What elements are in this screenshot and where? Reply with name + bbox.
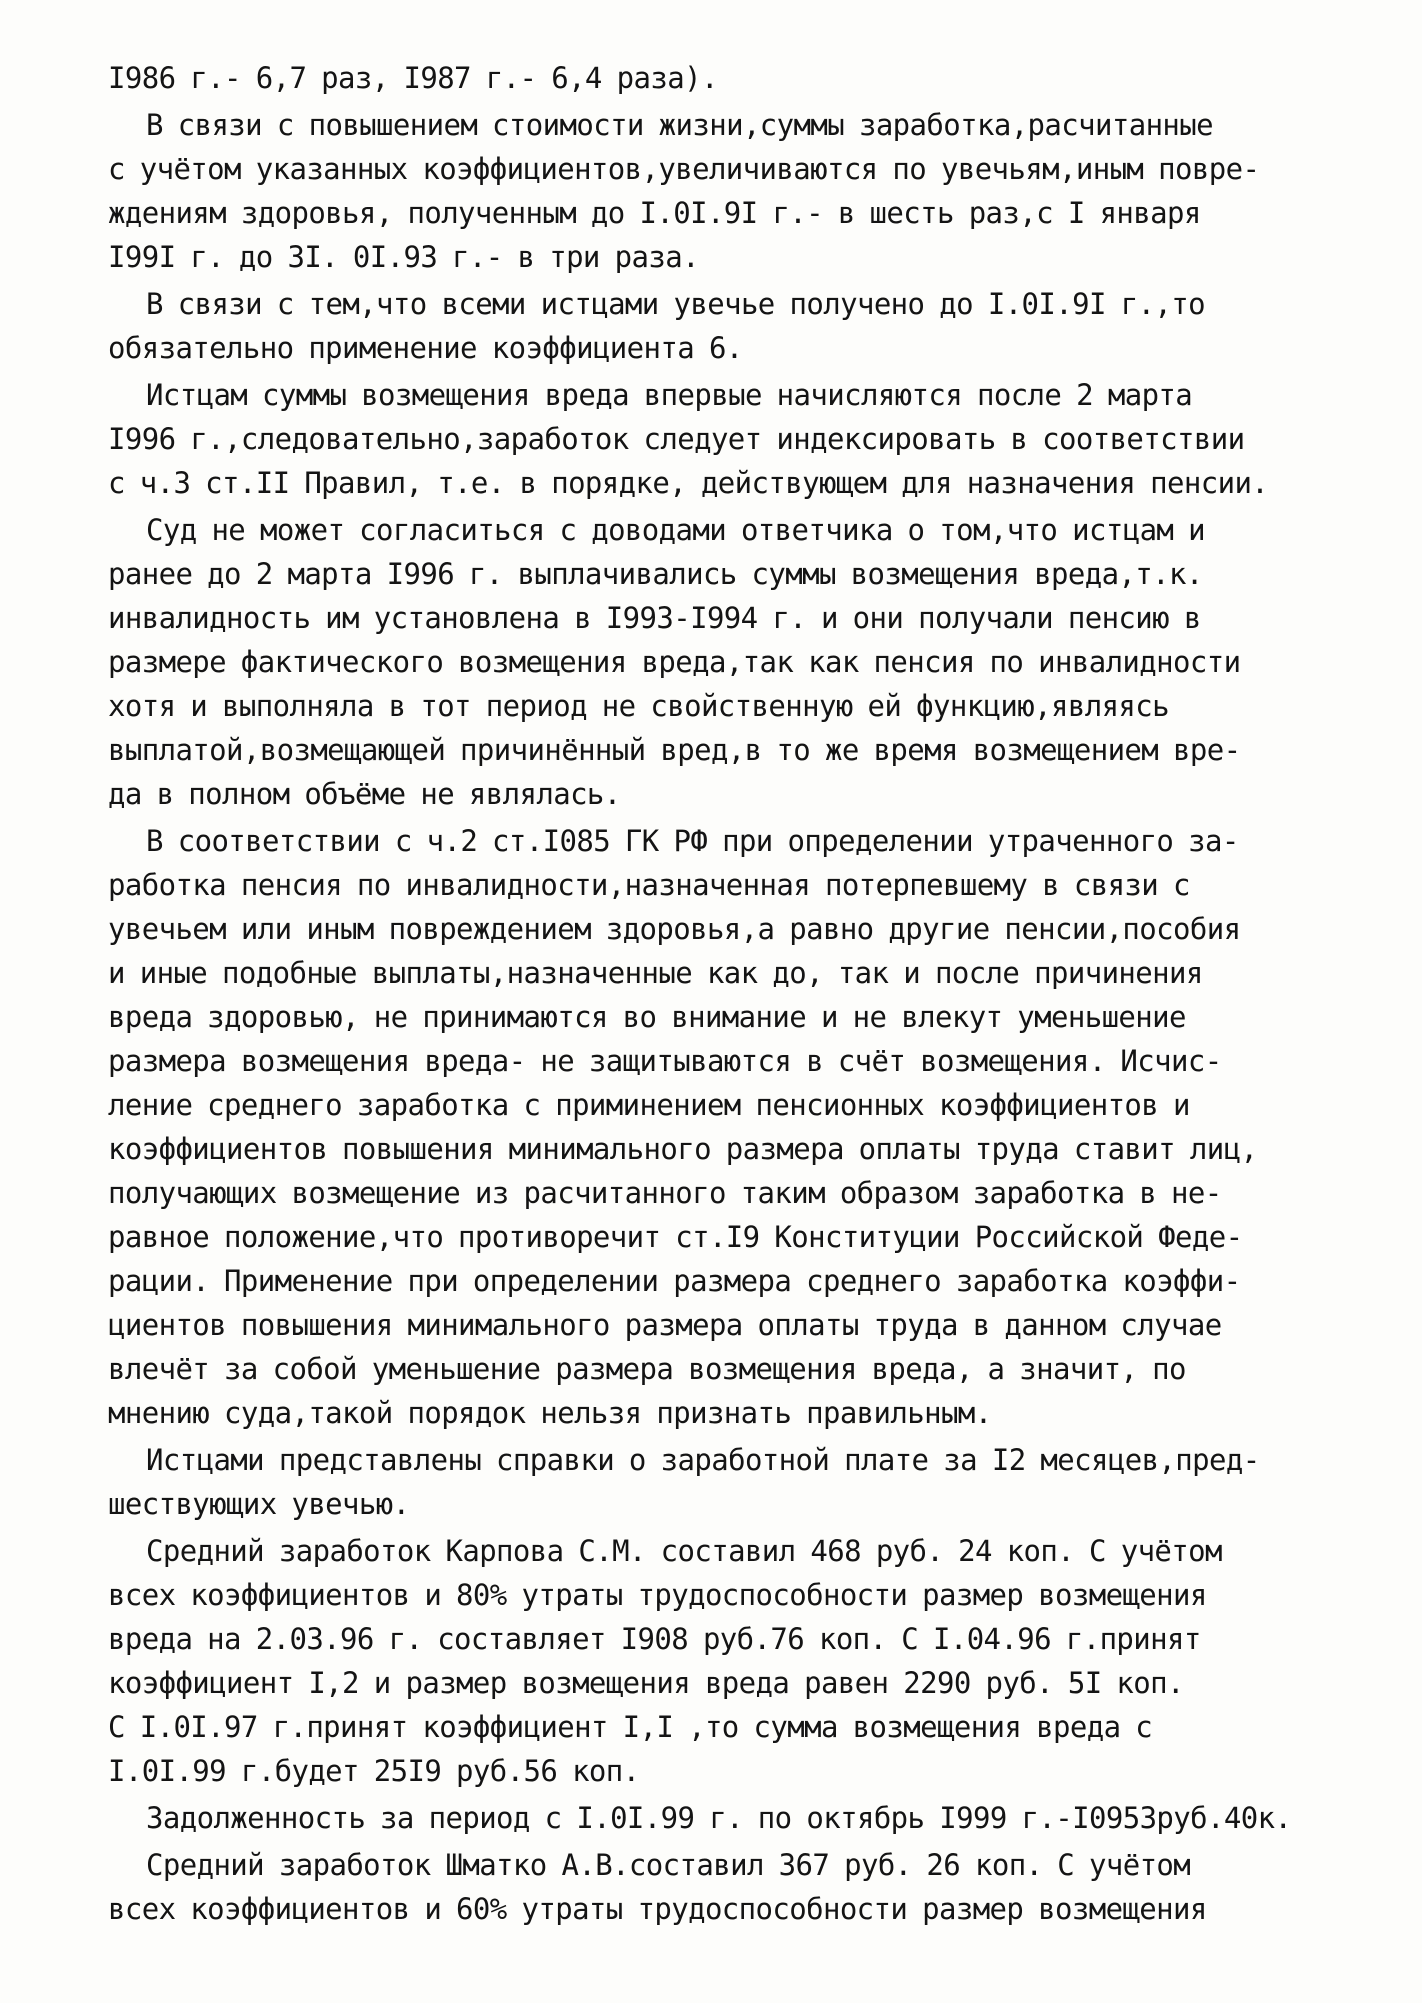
text-line: циентов повышения минимального размера оплаты труда в данном случае xyxy=(108,1308,1222,1342)
document-body xyxy=(108,56,1398,1931)
paragraph xyxy=(108,819,1398,1435)
text-line: влечёт за собой уменьшение размера возмещения вреда, а значит, по xyxy=(108,1352,1186,1386)
text-line: работка пенсия по инвалидности,назначенная потерпевшему в связи с xyxy=(108,868,1190,902)
text-line: Истцам суммы возмещения вреда впервые начисляются после 2 марта xyxy=(146,378,1193,412)
text-line: вреда на 2.03.96 г. составляет I908 руб.76 коп. С I.04.96 г.принят xyxy=(108,1622,1201,1656)
text-line: да в полном объёме не являлась. xyxy=(108,777,621,811)
text-line: В соответствии с ч.2 ст.I085 ГК РФ при определении утраченного за- xyxy=(146,824,1239,858)
text-line: I986 г.- 6,7 раз, I987 г.- 6,4 раза). xyxy=(108,61,718,95)
paragraph xyxy=(108,103,1398,279)
text-line: с ч.3 ст.II Правил, т.е. в порядке, действующем для назначения пенсии. xyxy=(108,466,1269,500)
text-line: выплатой,возмещающей причинённый вред,в то же время возмещением вре- xyxy=(108,733,1241,767)
paragraph xyxy=(108,1796,1398,1840)
text-line: Средний заработок Карпова С.М. составил 468 руб. 24 коп. С учётом xyxy=(146,1534,1222,1568)
text-line: всех коэффициентов и 80% утраты трудоспособности размер возмещения xyxy=(108,1578,1207,1612)
text-line: увечьем или иным повреждением здоровья,а равно другие пенсии,пособия xyxy=(108,912,1241,946)
text-line: ранее до 2 марта I996 г. выплачивались суммы возмещения вреда,т.к. xyxy=(108,557,1203,591)
text-line: ждениям здоровья, полученным до I.0I.9I г.- в шесть раз,с I января xyxy=(108,196,1201,230)
text-line: хотя и выполняла в тот период не свойственную ей функцию,являясь xyxy=(108,689,1170,723)
text-line: получающих возмещение из расчитанного таким образом заработка в не- xyxy=(108,1176,1222,1210)
text-line: мнению суда,такой порядок нельзя признать правильным. xyxy=(108,1396,992,1430)
text-line: рации. Применение при определении размера среднего заработка коэффи- xyxy=(108,1264,1241,1298)
text-line: I.0I.99 г.будет 25I9 руб.56 коп. xyxy=(108,1754,640,1788)
text-line: Истцами представлены справки о заработной плате за I2 месяцев,пред- xyxy=(146,1443,1260,1477)
text-line: инвалидность им установлена в I993-I994 г. и они получали пенсию в xyxy=(108,601,1201,635)
paragraph xyxy=(108,508,1398,816)
text-line: I99I г. до 3I. 0I.93 г.- в три раза. xyxy=(108,240,699,274)
paragraph xyxy=(108,1438,1398,1526)
text-line: I996 г.,следовательно,заработок следует индексировать в соответствии xyxy=(108,422,1245,456)
text-line: шествующих увечью. xyxy=(108,1487,410,1521)
text-line: ление среднего заработка с приминением пенсионных коэффициентов и xyxy=(108,1088,1190,1122)
text-line: с учётом указанных коэффициентов,увеличиваются по увечьям,иным повре- xyxy=(108,152,1260,186)
text-line: С I.0I.97 г.принят коэффициент I,I ,то сумма возмещения вреда с xyxy=(108,1710,1153,1744)
paragraph xyxy=(108,1843,1398,1931)
text-line: В связи с повышением стоимости жизни,суммы заработка,расчитанные xyxy=(146,108,1214,142)
text-line: В связи с тем,что всеми истцами увечье получено до I.0I.9I г.,то xyxy=(146,287,1206,321)
paragraph xyxy=(108,1529,1398,1793)
paragraph xyxy=(108,373,1398,505)
text-line: коэффициентов повышения минимального размера оплаты труда ставит лиц, xyxy=(108,1132,1258,1166)
text-line: обязательно применение коэффициента 6. xyxy=(108,331,743,365)
text-line: Суд не может согласиться с доводами ответчика о том,что истцам и xyxy=(146,513,1206,547)
paragraph xyxy=(108,56,1398,100)
text-line: Средний заработок Шматко А.В.составил 367 руб. 26 коп. С учётом xyxy=(146,1848,1191,1882)
text-line: размера возмещения вреда- не защитываются в счёт возмещения. Исчис- xyxy=(108,1044,1222,1078)
paragraph xyxy=(108,282,1398,370)
text-line: и иные подобные выплаты,назначенные как до, так и после причинения xyxy=(108,956,1203,990)
text-line: Задолженность за период с I.0I.99 г. по октябрь I999 г.-I0953руб.40к. xyxy=(146,1801,1292,1835)
text-line: равное положение,что противоречит ст.I9 Конституции Российской Феде- xyxy=(108,1220,1243,1254)
text-line: коэффициент I,2 и размер возмещения вреда равен 2290 руб. 5I коп. xyxy=(108,1666,1184,1700)
text-line: вреда здоровью, не принимаются во внимание и не влекут уменьшение xyxy=(108,1000,1186,1034)
text-line: всех коэффициентов и 60% утраты трудоспособности размер возмещения xyxy=(108,1892,1207,1926)
text-line: размере фактического возмещения вреда,так как пенсия по инвалидности xyxy=(108,645,1241,679)
